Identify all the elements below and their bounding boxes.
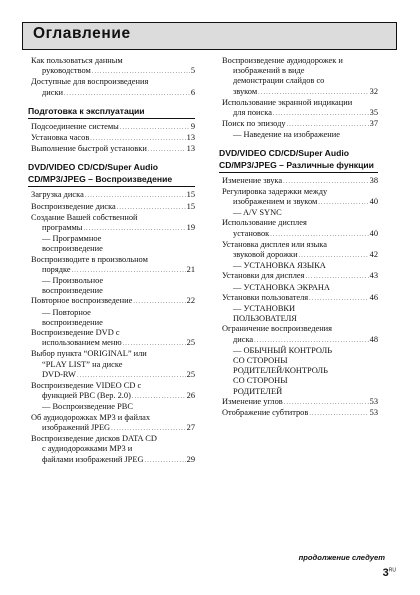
toc-entry-text: для поиска bbox=[233, 108, 272, 118]
toc-entry bbox=[222, 293, 378, 304]
toc-entry-text: Повторное воспроизведение bbox=[31, 296, 133, 306]
toc-entry-text: РОДИТЕЛЕЙ bbox=[233, 386, 283, 396]
continued-note: продолжение следует bbox=[298, 553, 385, 562]
toc-entry-text: Выбор пункта “ORIGINAL” или bbox=[31, 349, 147, 359]
toc-entry-text: звуковой дорожки bbox=[233, 250, 298, 260]
toc-entry bbox=[222, 240, 378, 250]
toc-page-number: 26 bbox=[186, 391, 195, 401]
toc-entry bbox=[31, 423, 195, 434]
toc-entry-text: ПОЛЬЗОВАТЕЛЯ bbox=[233, 314, 297, 324]
dot-leader bbox=[258, 88, 368, 98]
toc-page-number: 25 bbox=[186, 369, 195, 379]
dot-leader bbox=[283, 177, 369, 187]
toc-page-number: 42 bbox=[369, 250, 378, 260]
toc-entry bbox=[31, 455, 195, 466]
dot-leader bbox=[64, 89, 190, 99]
toc-entry bbox=[31, 202, 195, 213]
toc-entry bbox=[31, 381, 195, 391]
dot-leader bbox=[120, 123, 190, 133]
toc-entry bbox=[222, 271, 378, 282]
toc-entry bbox=[222, 197, 378, 208]
toc-entry-text: Воспроизведение аудиодорожек и bbox=[222, 56, 343, 65]
toc-entry bbox=[31, 276, 195, 286]
toc-entry-text: Воспроизведение диска bbox=[31, 201, 116, 211]
toc-entry-text: изображений в виде bbox=[233, 66, 305, 76]
toc-entry-text: РОДИТЕЛЕЙ/КОНТРОЛЬ bbox=[233, 366, 328, 376]
toc-entry bbox=[222, 56, 378, 66]
toc-entry bbox=[222, 250, 378, 261]
toc-page-number: 48 bbox=[369, 334, 378, 344]
toc-entry-text: Как пользоваться данным bbox=[31, 56, 123, 65]
toc-entry bbox=[222, 324, 378, 334]
toc-entry bbox=[31, 402, 195, 412]
dot-leader bbox=[90, 134, 185, 144]
toc-entry bbox=[31, 318, 195, 328]
toc-entry-text: — УСТАНОВКА ЭКРАНА bbox=[233, 282, 330, 292]
toc-entry bbox=[31, 144, 195, 155]
toc-entry-text: Поиск по эпизоду bbox=[222, 119, 286, 129]
toc-page-number: 27 bbox=[186, 422, 195, 432]
toc-entry-text: — ОБЫЧНЫЙ КОНТРОЛЬ bbox=[233, 345, 333, 355]
toc-page-number: 9 bbox=[190, 121, 195, 131]
toc-entry-text: Доступные для воспроизведения bbox=[31, 77, 149, 87]
toc-page-number: 5 bbox=[190, 66, 195, 76]
toc-entry-text: файлами изображений JPEG bbox=[42, 454, 144, 464]
toc-page-number: 53 bbox=[369, 408, 378, 418]
dot-leader bbox=[299, 251, 369, 261]
toc-entry bbox=[31, 122, 195, 133]
dot-leader bbox=[117, 203, 186, 213]
toc-entry bbox=[31, 296, 195, 307]
toc-entry-text: Использование экранной индикации bbox=[222, 97, 353, 107]
toc-entry bbox=[31, 391, 195, 402]
toc-entry bbox=[222, 283, 378, 293]
toc-section bbox=[31, 56, 195, 99]
toc-entry-text: “PLAY LIST” на диске bbox=[42, 359, 123, 369]
toc-entry bbox=[222, 176, 378, 187]
toc-entry-text: — Программное bbox=[42, 234, 102, 244]
toc-entry-text: Воспроизведение дисков DATA CD bbox=[31, 434, 157, 444]
toc-entry-text: диски bbox=[42, 87, 64, 97]
toc-entry-text: — Воспроизведение PBC bbox=[42, 402, 133, 412]
toc-entry-text: использованием меню bbox=[42, 338, 122, 348]
toc-entry bbox=[31, 308, 195, 318]
toc-entry bbox=[222, 397, 378, 408]
toc-entry-text: Выполнение быстрой установки bbox=[31, 144, 147, 154]
toc-entry bbox=[222, 376, 378, 386]
language-code: RU bbox=[388, 567, 396, 574]
dot-leader bbox=[85, 191, 186, 201]
toc-left-column bbox=[28, 56, 195, 466]
toc-entry-text: DVD-RW bbox=[42, 369, 76, 379]
toc-entry bbox=[222, 304, 378, 314]
toc-entry-text: воспроизведение bbox=[42, 286, 103, 296]
toc-entry bbox=[31, 133, 195, 144]
toc-page-number: 6 bbox=[190, 87, 195, 97]
dot-leader bbox=[77, 371, 186, 381]
toc-entry-text: Ограничение воспроизведения bbox=[222, 324, 333, 334]
toc-entry-text: диска bbox=[233, 334, 254, 344]
dot-leader bbox=[318, 198, 368, 208]
toc-page-number: 13 bbox=[186, 133, 195, 143]
dot-leader bbox=[92, 67, 190, 77]
toc-page-number: 37 bbox=[369, 119, 378, 129]
toc-right-column bbox=[219, 56, 378, 419]
dot-leader bbox=[273, 109, 369, 119]
toc-entry-text: СО СТОРОНЫ bbox=[233, 376, 288, 386]
toc-entry bbox=[31, 444, 195, 454]
toc-page-number: 15 bbox=[186, 190, 195, 200]
toc-page-number: 13 bbox=[186, 144, 195, 154]
toc-section bbox=[28, 161, 195, 465]
dot-leader bbox=[72, 266, 186, 276]
toc-entry bbox=[222, 387, 378, 397]
toc-entry-text: порядке bbox=[42, 264, 71, 274]
dot-leader bbox=[111, 424, 186, 434]
toc-entry bbox=[31, 360, 195, 370]
dot-leader bbox=[270, 230, 368, 240]
toc-entry-text: Воспроизводите в произвольном bbox=[31, 254, 148, 264]
toc-page-number: 21 bbox=[186, 264, 195, 274]
toc-entry-text: — УСТАНОВКИ bbox=[233, 304, 296, 314]
toc-entry bbox=[31, 56, 195, 66]
toc-entry bbox=[31, 88, 195, 99]
toc-entry bbox=[31, 190, 195, 201]
toc-entry bbox=[31, 244, 195, 254]
toc-entry bbox=[222, 87, 378, 98]
toc-entry bbox=[222, 76, 378, 86]
toc-entry-text: программы bbox=[42, 223, 83, 233]
toc-entry bbox=[222, 208, 378, 218]
dot-leader bbox=[148, 145, 186, 155]
dot-leader bbox=[123, 339, 186, 349]
toc-entry-text: Изменение углов bbox=[222, 396, 283, 406]
toc-entry bbox=[31, 223, 195, 234]
toc-entry-text: Создание Вашей собственной bbox=[31, 212, 138, 222]
toc-entry bbox=[222, 408, 378, 419]
toc-entry-text: Об аудиодорожках MP3 и файлах bbox=[31, 412, 151, 422]
toc-page-number: 46 bbox=[369, 292, 378, 302]
toc-page-number: 15 bbox=[186, 201, 195, 211]
toc-entry-text: с аудиодорожками MP3 и bbox=[42, 444, 133, 454]
toc-entry-text: изображением и звуком bbox=[233, 197, 318, 207]
toc-entry bbox=[31, 255, 195, 265]
toc-entry bbox=[222, 356, 378, 366]
dot-leader bbox=[284, 398, 369, 408]
toc-entry-text: Воспроизведение VIDEO CD с bbox=[31, 381, 142, 391]
toc-entry-text: — УСТАНОВКА ЯЗЫКА bbox=[233, 261, 326, 271]
toc-entry-text: воспроизведение bbox=[42, 317, 103, 327]
dot-leader bbox=[133, 297, 185, 307]
toc-entry bbox=[31, 434, 195, 444]
toc-entry-text: Изменение звука bbox=[222, 175, 283, 185]
dot-leader bbox=[254, 336, 369, 346]
toc-section bbox=[28, 105, 195, 156]
section-heading: DVD/VIDEO CD/CD/Super Audio CD/MP3/JPEG – Воспроизведение bbox=[28, 161, 195, 187]
toc-section bbox=[219, 147, 378, 420]
toc-entry bbox=[222, 98, 378, 108]
toc-entry-text: звуком bbox=[233, 86, 258, 96]
toc-entry bbox=[222, 187, 378, 197]
toc-entry bbox=[222, 119, 378, 130]
toc-entry bbox=[31, 328, 195, 338]
toc-page-number: 38 bbox=[369, 175, 378, 185]
toc-entry-text: функцией PBC (Вер. 2.0) bbox=[42, 391, 131, 401]
toc-entry bbox=[222, 314, 378, 324]
toc-entry-text: Использование дисплея bbox=[222, 218, 307, 228]
toc-section bbox=[222, 56, 378, 141]
toc-page-number: 29 bbox=[186, 454, 195, 464]
toc-entry-text: Регулировка задержки между bbox=[222, 186, 328, 196]
toc-entry-text: демонстрации слайдов со bbox=[233, 76, 325, 86]
toc-entry-text: Подсоединение системы bbox=[31, 121, 119, 131]
toc-entry bbox=[31, 213, 195, 223]
toc-page-number: 35 bbox=[369, 108, 378, 118]
toc-entry-text: изображений JPEG bbox=[42, 422, 111, 432]
dot-leader bbox=[309, 294, 368, 304]
toc-entry bbox=[222, 366, 378, 376]
toc-page-number: 19 bbox=[186, 223, 195, 233]
section-heading: Подготовка к эксплуатации bbox=[28, 105, 195, 119]
dot-leader bbox=[287, 120, 369, 130]
toc-entry bbox=[31, 66, 195, 77]
toc-entry bbox=[222, 346, 378, 356]
dot-leader bbox=[309, 409, 368, 419]
toc-entry bbox=[31, 349, 195, 359]
toc-entry bbox=[31, 234, 195, 244]
toc-entry bbox=[31, 370, 195, 381]
dot-leader bbox=[145, 456, 186, 466]
section-heading: DVD/VIDEO CD/CD/Super Audio CD/MP3/JPEG – Различные функции bbox=[219, 147, 378, 173]
toc-entry bbox=[222, 130, 378, 140]
toc-entry-text: — A/V SYNC bbox=[233, 208, 282, 218]
dot-leader bbox=[83, 224, 185, 234]
toc-entry bbox=[31, 265, 195, 276]
page-title: Оглавление bbox=[33, 25, 131, 42]
toc-entry bbox=[222, 66, 378, 76]
toc-entry bbox=[31, 413, 195, 423]
toc-entry-text: — Произвольное bbox=[42, 276, 104, 286]
toc-page-number: 53 bbox=[369, 396, 378, 406]
toc-entry bbox=[31, 286, 195, 296]
toc-entry-text: Установка часов bbox=[31, 133, 90, 143]
toc-entry-text: руководством bbox=[42, 66, 91, 76]
toc-entry-text: СО СТОРОНЫ bbox=[233, 356, 288, 366]
page-number: $3^{RU}$ bbox=[382, 567, 396, 579]
toc-entry-text: Загрузка диска bbox=[31, 190, 84, 200]
toc-page-number: 22 bbox=[186, 296, 195, 306]
toc-entry-text: Отображение субтитров bbox=[222, 408, 309, 418]
toc-entry-text: воспроизведение bbox=[42, 244, 103, 254]
toc-entry-text: Установки для дисплея bbox=[222, 271, 305, 281]
toc-entry-text: Установка дисплея или языка bbox=[222, 239, 327, 249]
toc-entry-text: Установки пользователя bbox=[222, 292, 309, 302]
toc-title-bar bbox=[22, 22, 397, 50]
dot-leader bbox=[305, 272, 368, 282]
toc-entry bbox=[222, 335, 378, 346]
toc-entry-text: — Наведение на изображение bbox=[233, 130, 340, 140]
toc-entry bbox=[222, 218, 378, 228]
toc-page-number: 40 bbox=[369, 197, 378, 207]
toc-entry bbox=[222, 108, 378, 119]
toc-entry-text: Воспроизведение DVD с bbox=[31, 328, 120, 338]
toc-entry bbox=[222, 229, 378, 240]
toc-entry-text: установок bbox=[233, 228, 270, 238]
toc-page-number: 25 bbox=[186, 338, 195, 348]
toc-page-number: 40 bbox=[369, 228, 378, 238]
toc-page-number: 43 bbox=[369, 271, 378, 281]
dot-leader bbox=[132, 392, 186, 402]
toc-entry bbox=[31, 338, 195, 349]
toc-entry-text: — Повторное bbox=[42, 307, 91, 317]
toc-entry bbox=[222, 261, 378, 271]
toc-entry bbox=[31, 77, 195, 87]
toc-page-number: 32 bbox=[369, 86, 378, 96]
